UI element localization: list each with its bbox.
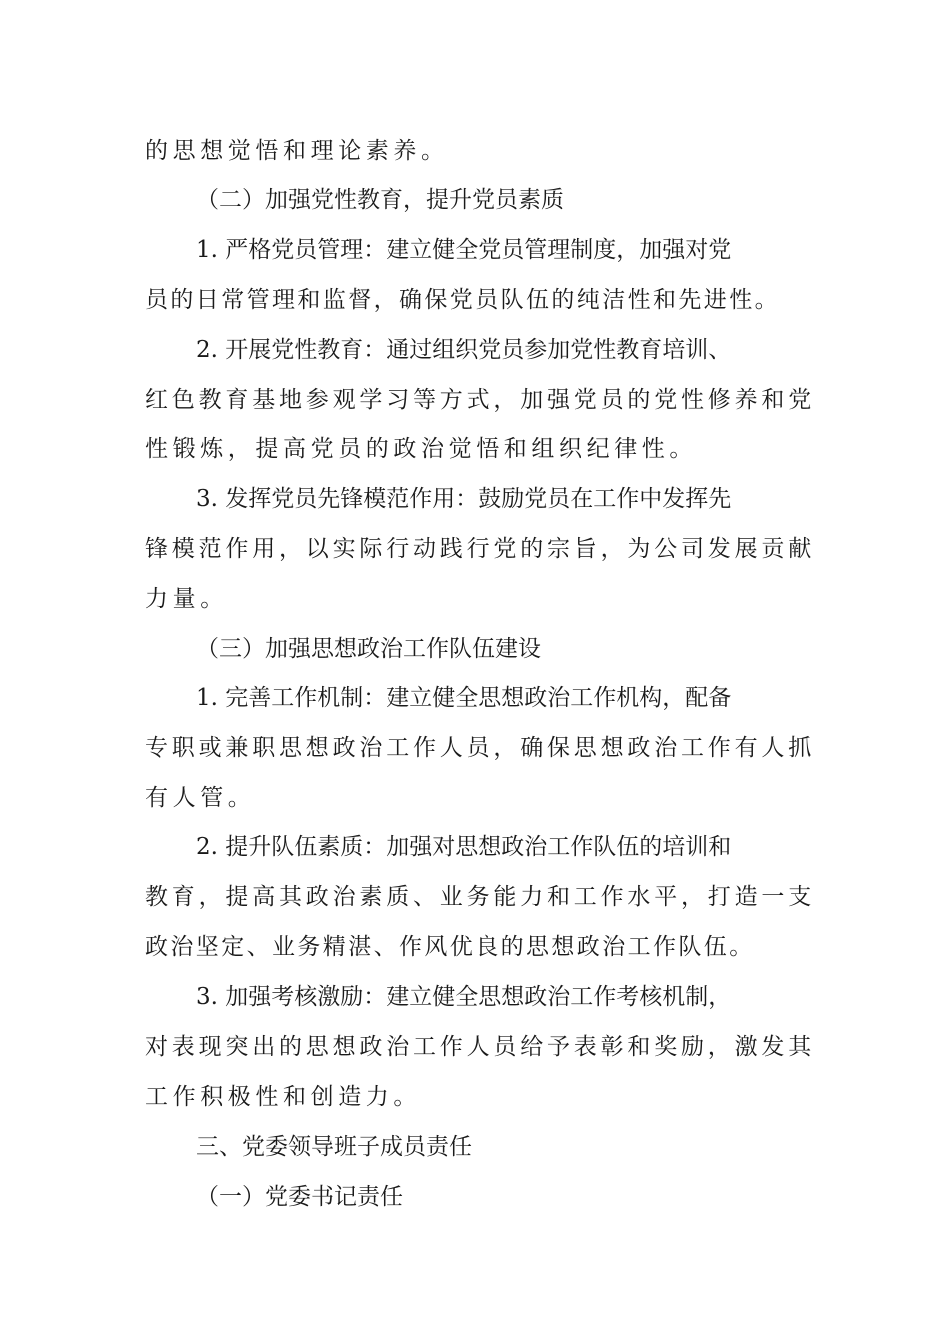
- paragraph-line: 有人管。: [145, 785, 256, 811]
- paragraph-line: 力量。: [145, 586, 228, 612]
- paragraph-line: 红色教育基地参观学习等方式，加强党员的党性修养和党: [145, 387, 815, 413]
- paragraph-line: 1. 完善工作机制：建立健全思想政治工作机构，配备: [196, 685, 732, 711]
- paragraph-line: 政治坚定、业务精湛、作风优良的思想政治工作队伍。: [145, 934, 755, 960]
- section-heading: （三）加强思想政治工作队伍建设: [196, 636, 541, 662]
- paragraph-line: 专职或兼职思想政治工作人员，确保思想政治工作有人抓: [145, 735, 815, 761]
- section-heading: （二）加强党性教育，提升党员素质: [196, 187, 564, 213]
- paragraph-line: 3. 发挥党员先锋模范作用：鼓励党员在工作中发挥先: [196, 486, 732, 512]
- paragraph-line: 性锻炼，提高党员的政治觉悟和组织纪律性。: [145, 436, 697, 462]
- paragraph-line: 教育，提高其政治素质、业务能力和工作水平，打造一支: [145, 884, 815, 910]
- paragraph-line: 员的日常管理和监督，确保党员队伍的纯洁性和先进性。: [145, 287, 780, 313]
- paragraph-line: 工作积极性和创造力。: [145, 1084, 421, 1110]
- section-heading: （一）党委书记责任: [196, 1184, 403, 1210]
- paragraph-line: 锋模范作用，以实际行动践行党的宗旨，为公司发展贡献: [145, 536, 815, 562]
- paragraph-line: 2. 提升队伍素质：加强对思想政治工作队伍的培训和: [196, 834, 732, 860]
- paragraph-line: 1. 严格党员管理：建立健全党员管理制度，加强对党: [196, 237, 732, 263]
- paragraph-line: 2. 开展党性教育：通过组织党员参加党性教育培训、: [196, 337, 732, 363]
- paragraph-line: 3. 加强考核激励：建立健全思想政治工作考核机制，: [196, 984, 732, 1010]
- chapter-heading: 三、党委领导班子成员责任: [196, 1134, 472, 1160]
- paragraph-line: 对表现突出的思想政治工作人员给予表彰和奖励，激发其: [145, 1034, 815, 1060]
- paragraph-line: 的思想觉悟和理论素养。: [145, 138, 449, 164]
